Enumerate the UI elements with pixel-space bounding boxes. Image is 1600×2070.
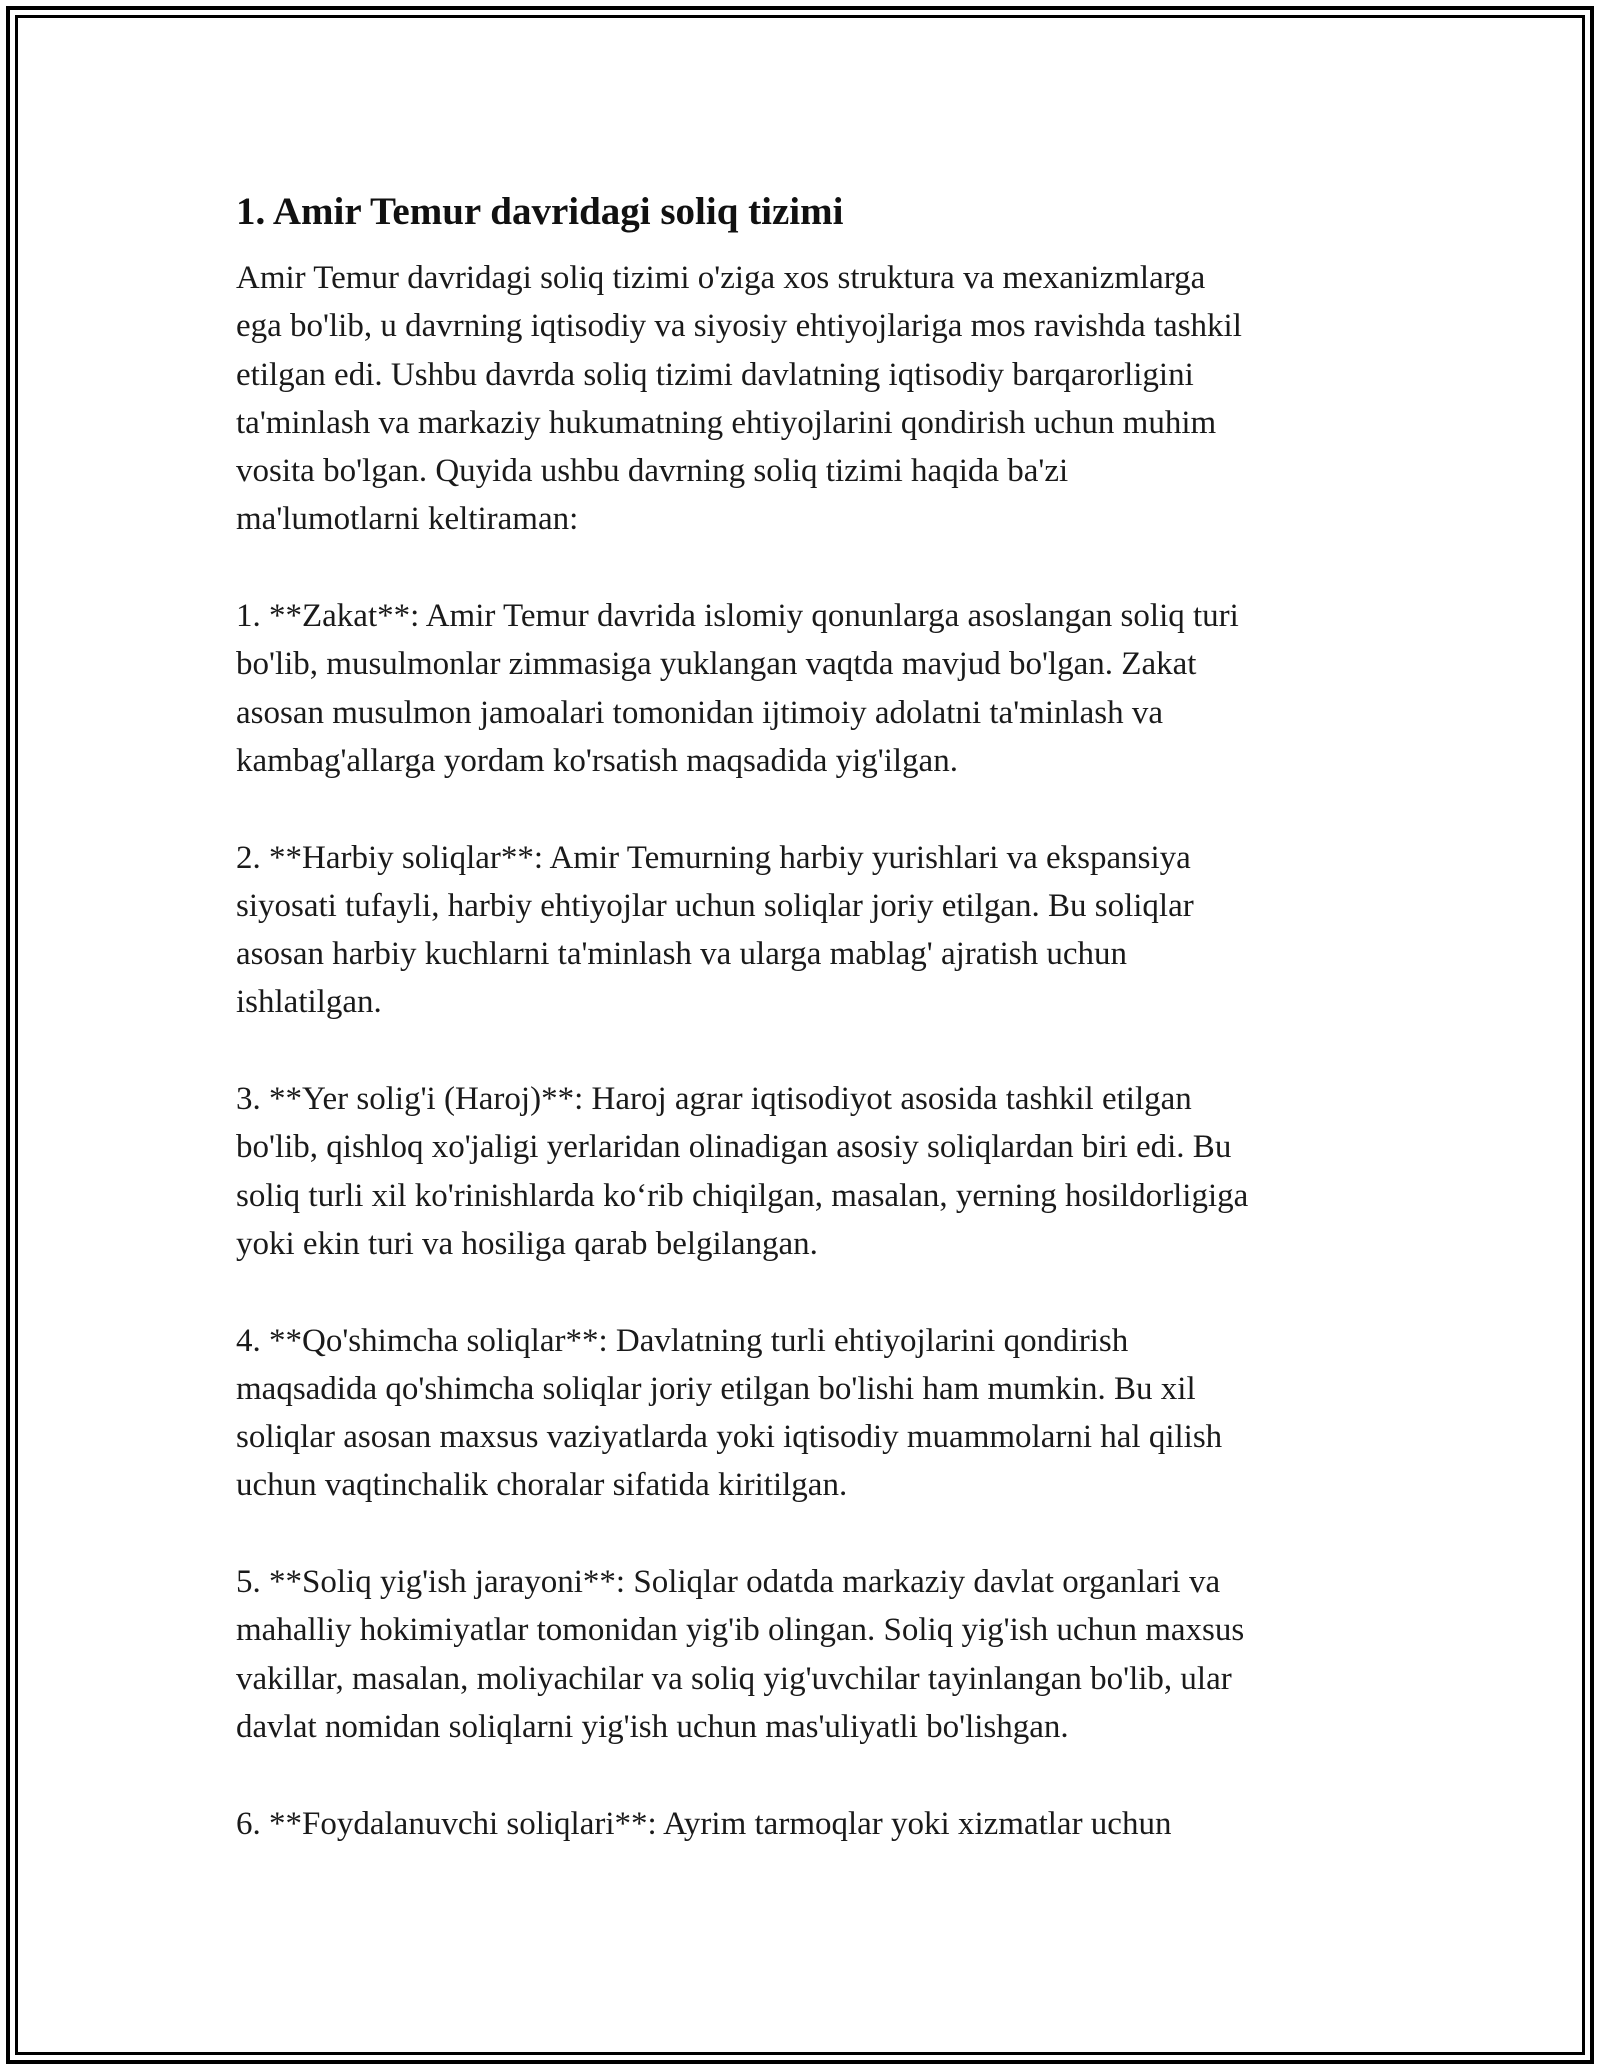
list-item-paragraph	[236, 1558, 1376, 1751]
text-line: davlat nomidan soliqlarni yig'ish uchun mas'uliyatli bo'lishgan.	[236, 1708, 1069, 1745]
text-line: yoki ekin turi va hosiliga qarab belgilangan.	[236, 1225, 818, 1262]
text-line: bo'lib, musulmonlar zimmasiga yuklangan vaqtda mavjud bo'lgan. Zakat	[236, 646, 1197, 683]
text-line: 6. **Foydalanuvchi soliqlari**: Ayrim tarmoqlar yoki xizmatlar uchun	[236, 1805, 1172, 1842]
list-item-paragraph	[236, 592, 1376, 785]
document-body	[236, 184, 1376, 1896]
text-line: 1. **Zakat**: Amir Temur davrida islomiy qonunlarga asoslangan soliq turi	[236, 598, 1239, 635]
list-item-paragraph	[236, 1317, 1376, 1510]
text-line: kambag'allarga yordam ko'rsatish maqsadida yig'ilgan.	[236, 742, 958, 779]
text-line: asosan musulmon jamoalari tomonidan ijtimoiy adolatni ta'minlash va	[236, 694, 1164, 731]
text-line: Amir Temur davridagi soliq tizimi o'ziga xos struktura va mexanizmlarga	[236, 260, 1206, 296]
paragraph-list	[236, 254, 1376, 1848]
intro-paragraph	[236, 254, 1376, 544]
text-line: siyosati tufayli, harbiy ehtiyojlar uchun soliqlar joriy etilgan. Bu soliqlar	[236, 887, 1194, 924]
text-line: 4. **Qo'shimcha soliqlar**: Davlatning turli ehtiyojlarini qondirish	[236, 1322, 1129, 1359]
text-line: ishlatilgan.	[236, 984, 382, 1021]
list-item-paragraph	[236, 1075, 1376, 1268]
text-line: 3. **Yer solig'i (Haroj)**: Haroj agrar iqtisodiyot asosida tashkil etilgan	[236, 1081, 1192, 1118]
text-line: vakillar, masalan, moliyachilar va soliq yig'uvchilar tayinlangan bo'lib, ular	[236, 1660, 1232, 1697]
text-line: asosan harbiy kuchlarni ta'minlash va ularga mablag' ajratish uchun	[236, 936, 1128, 973]
text-line: etilgan edi. Ushbu davrda soliq tizimi davlatning iqtisodiy barqarorligini	[236, 356, 1194, 393]
text-line: bo'lib, qishloq xo'jaligi yerlaridan olinadigan asosiy soliqlardan biri edi. Bu	[236, 1129, 1232, 1166]
text-line: soliqlar asosan maxsus vaziyatlarda yoki iqtisodiy muammolarni hal qilish	[236, 1419, 1223, 1456]
text-line: ma'lumotlarni keltiraman:	[236, 501, 579, 538]
text-line: ta'minlash va markaziy hukumatning ehtiyojlarini qondirish uchun muhim	[236, 404, 1217, 441]
page-title: 1. Amir Temur davridagi soliq tizimi	[236, 190, 844, 233]
list-item-paragraph	[236, 1800, 1376, 1848]
text-line: 5. **Soliq yig'ish jarayoni**: Soliqlar odatda markaziy davlat organlari va	[236, 1564, 1221, 1601]
list-item-paragraph	[236, 834, 1376, 1027]
text-line: maqsadida qo'shimcha soliqlar joriy etilgan bo'lishi ham mumkin. Bu xil	[236, 1370, 1196, 1407]
text-line: ega bo'lib, u davrning iqtisodiy va siyosiy ehtiyojlariga mos ravishda tashkil	[236, 308, 1242, 345]
text-line: vosita bo'lgan. Quyida ushbu davrning soliq tizimi haqida ba'zi	[236, 453, 1069, 490]
text-line: uchun vaqtinchalik choralar sifatida kiritilgan.	[236, 1467, 848, 1504]
text-line: soliq turli xil ko'rinishlarda ko‘rib chiqilgan, masalan, yerning hosildorligiga	[236, 1177, 1249, 1214]
text-line: 2. **Harbiy soliqlar**: Amir Temurning harbiy yurishlari va ekspansiya	[236, 839, 1191, 876]
text-line: mahalliy hokimiyatlar tomonidan yig'ib olingan. Soliq yig'ish uchun maxsus	[236, 1612, 1245, 1649]
